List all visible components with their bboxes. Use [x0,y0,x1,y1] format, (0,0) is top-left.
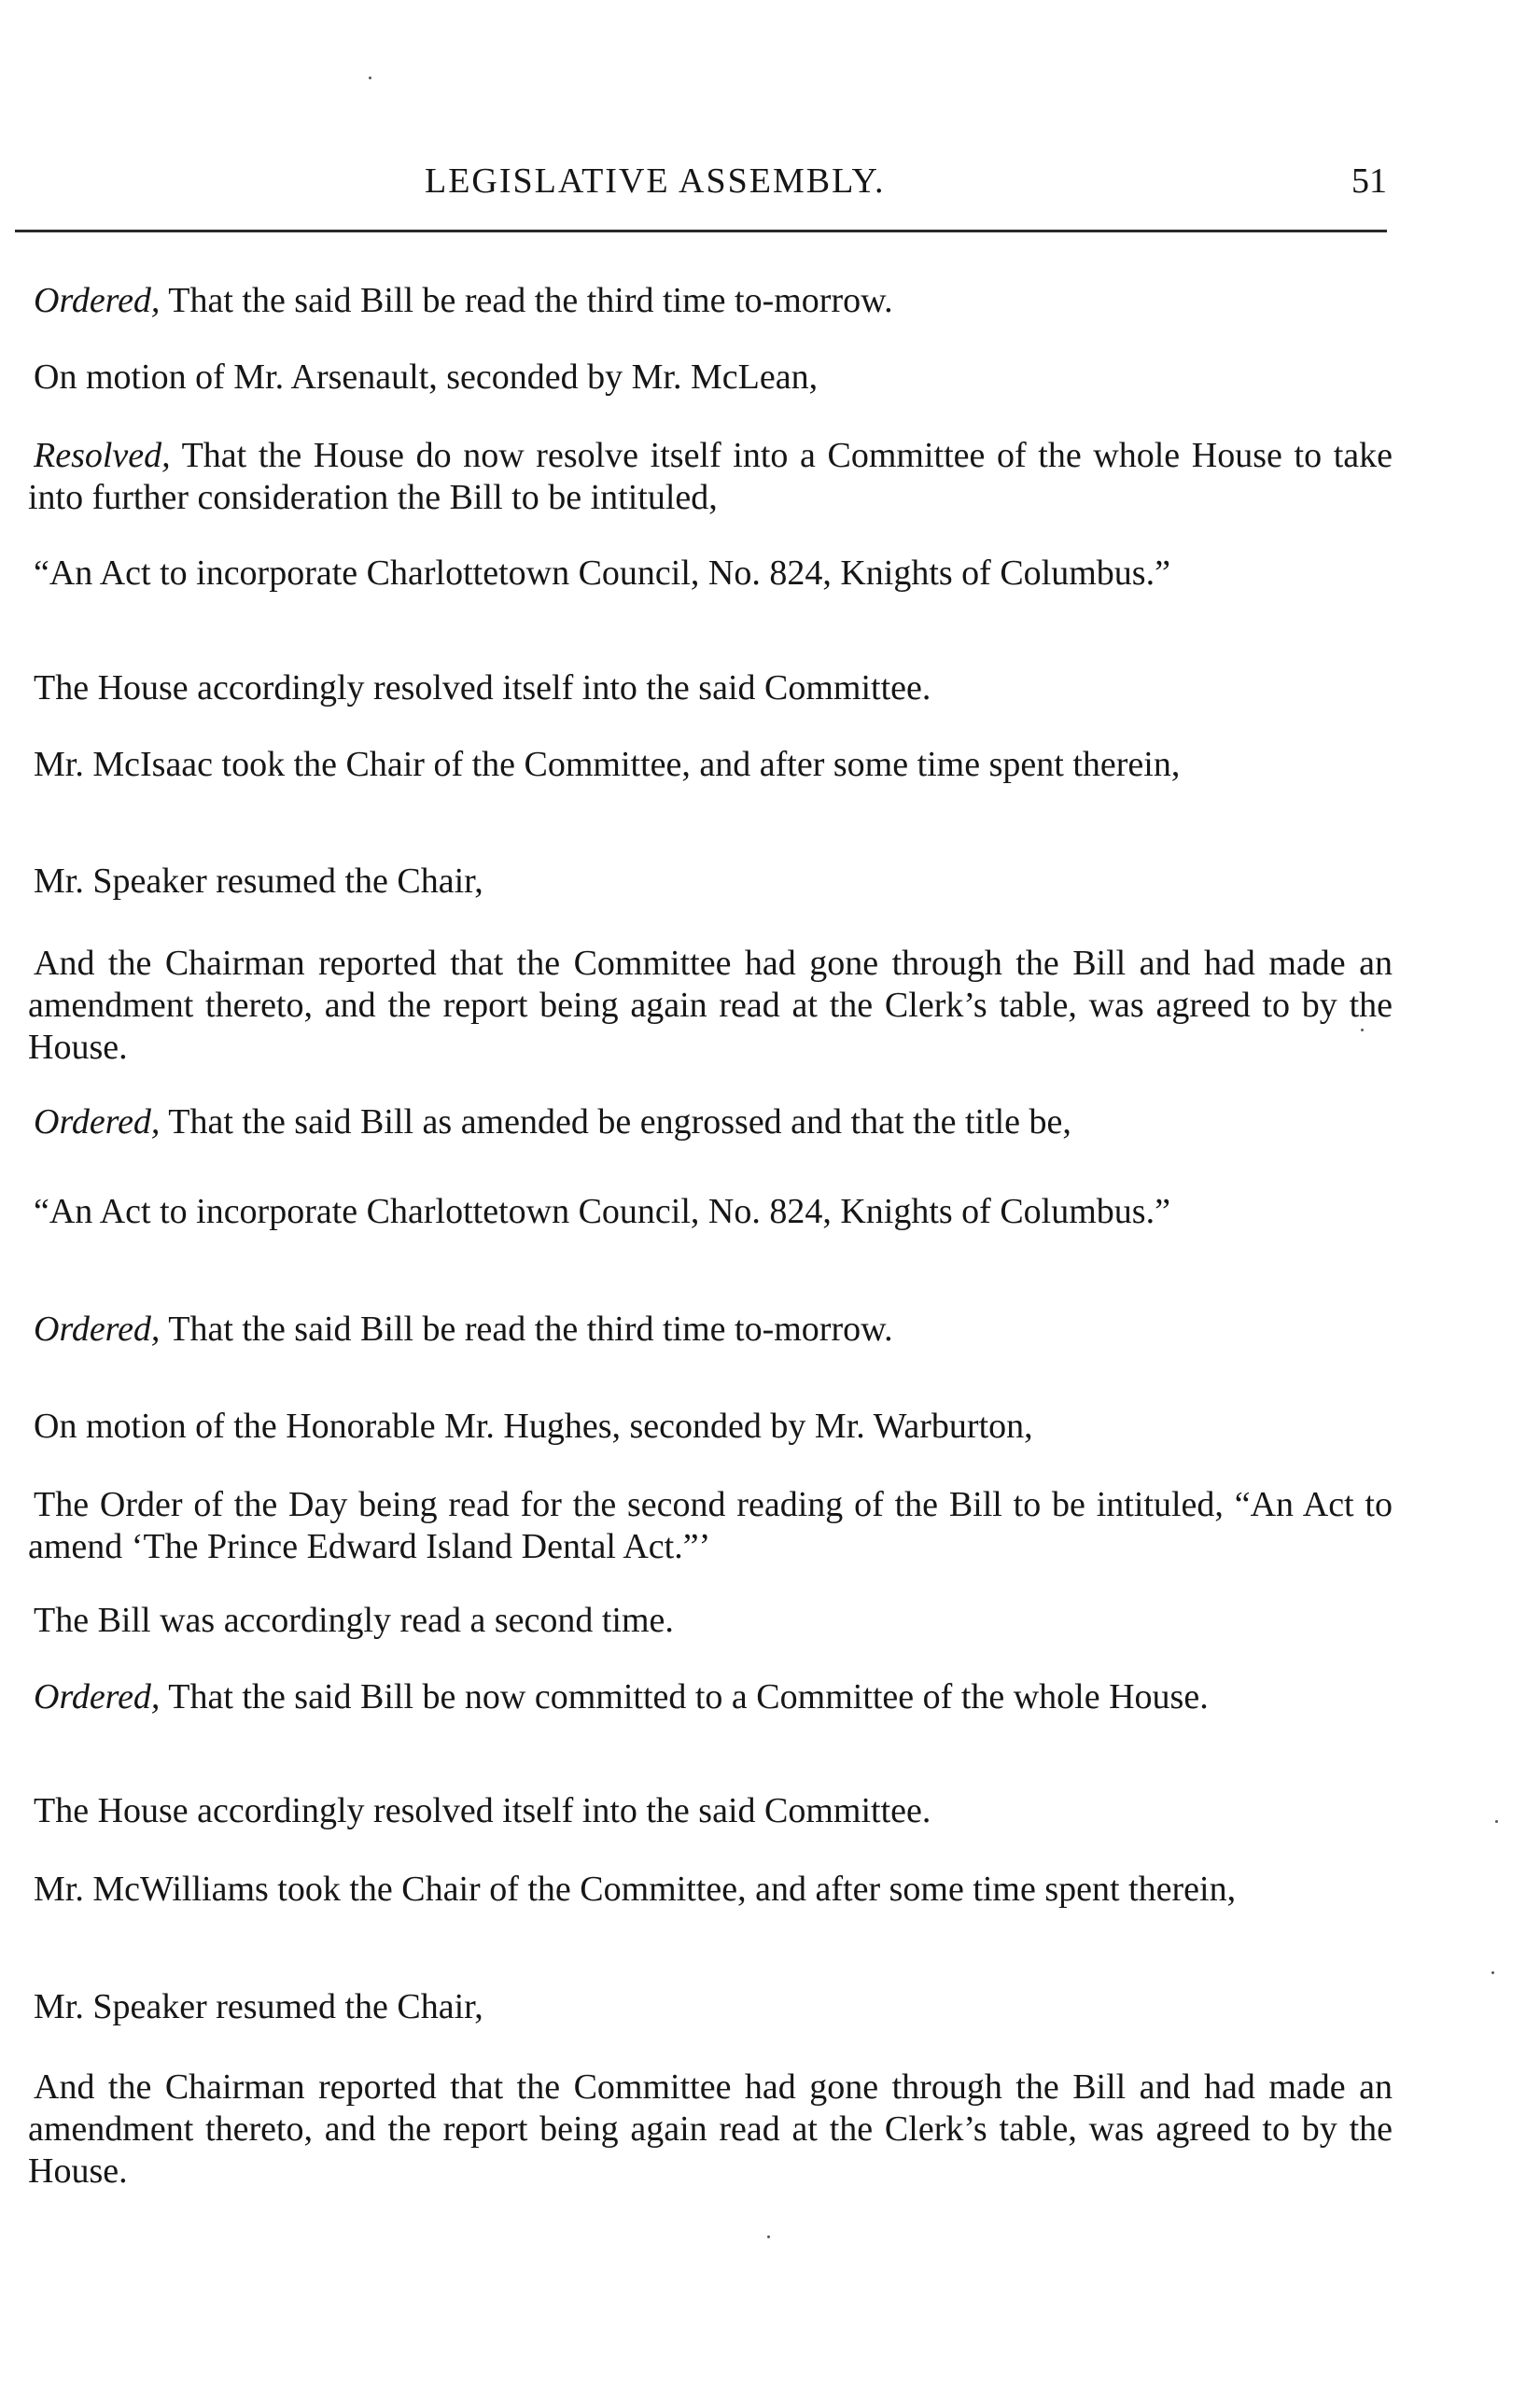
scan-speck [1361,1029,1364,1031]
paragraph-5 [28,667,1393,709]
paragraph-text: The House accordingly resolved itself into the said Committee. [34,668,931,708]
paragraph-14 [28,1600,1393,1642]
paragraph-10 [28,1191,1393,1233]
page-number: 51 [1351,161,1387,201]
paragraph-17 [28,1869,1393,1911]
paragraph-text: That the said Bill be read the third time to-morrow. [160,1310,893,1349]
paragraph-15 [28,1676,1393,1718]
scan-speck [369,77,371,79]
paragraph-18 [28,1986,1393,2028]
paragraph-text: Mr. Speaker resumed the Chair, [34,862,483,901]
paragraph-1 [28,280,1393,322]
header-rule [15,230,1387,232]
paragraph-text: That the said Bill be read the third time to-morrow. [160,281,893,320]
paragraph-3 [28,435,1393,519]
paragraph-text: “An Act to incorporate Charlottetown Council, No. 824, Knights of Columbus.” [34,1192,1170,1231]
scan-speck [767,2235,770,2238]
paragraph-lead: Ordered, [34,1102,161,1142]
paragraph-text: And the Chairman reported that the Committee had gone through the Bill and had made an amendment thereto, and the report being again read at the Clerk’s table, was agreed to by the House. [28,944,1393,1067]
paragraph-4 [28,553,1393,595]
paragraph-text: And the Chairman reported that the Committee had gone through the Bill and had made an amendment thereto, and the report being again read at the Clerk’s table, was agreed to by the House. [28,2067,1393,2191]
scan-speck [1491,1971,1494,1974]
running-header [0,161,1540,207]
paragraph-text: The Bill was accordingly read a second time. [34,1601,674,1640]
paragraph-text: That the said Bill as amended be engrossed and that the title be, [160,1102,1071,1142]
paragraph-9 [28,1101,1393,1143]
paragraph-lead: Resolved, [34,436,171,475]
paragraph-text: Mr. McWilliams took the Chair of the Committee, and after some time spent therein, [34,1870,1237,1909]
running-title: LEGISLATIVE ASSEMBLY. [425,161,886,201]
paragraph-text: On motion of Mr. Arsenault, seconded by Mr. McLean, [34,357,819,397]
paragraph-16 [28,1790,1393,1832]
paragraph-text: Mr. Speaker resumed the Chair, [34,1987,483,2026]
paragraph-text: The Order of the Day being read for the second reading of the Bill to be intituled, “An Act to amend ‘The Prince Edward Island Dental Act.”’ [28,1485,1393,1566]
paragraph-text: The House accordingly resolved itself into the said Committee. [34,1791,931,1830]
paragraph-lead: Ordered, [34,1310,161,1349]
paragraph-2 [28,357,1393,399]
paragraph-19 [28,2067,1393,2193]
paragraph-8 [28,943,1393,1069]
paragraph-lead: Ordered, [34,281,161,320]
paragraph-11 [28,1309,1393,1351]
scan-speck [1495,1820,1498,1823]
paragraph-text: Mr. McIsaac took the Chair of the Committee, and after some time spent therein, [34,745,1181,784]
paragraph-text: That the House do now resolve itself into a Committee of the whole House to take into further consideration the Bill to be intituled, [28,436,1393,517]
paragraph-text: That the said Bill be now committed to a Committee of the whole House. [160,1677,1209,1716]
paragraph-lead: Ordered, [34,1677,161,1716]
paragraph-6 [28,744,1393,786]
paragraph-text: On motion of the Honorable Mr. Hughes, seconded by Mr. Warburton, [34,1407,1033,1446]
paragraph-13 [28,1484,1393,1568]
paragraph-12 [28,1406,1393,1448]
paragraph-text: “An Act to incorporate Charlottetown Council, No. 824, Knights of Columbus.” [34,553,1170,593]
paragraph-7 [28,861,1393,903]
